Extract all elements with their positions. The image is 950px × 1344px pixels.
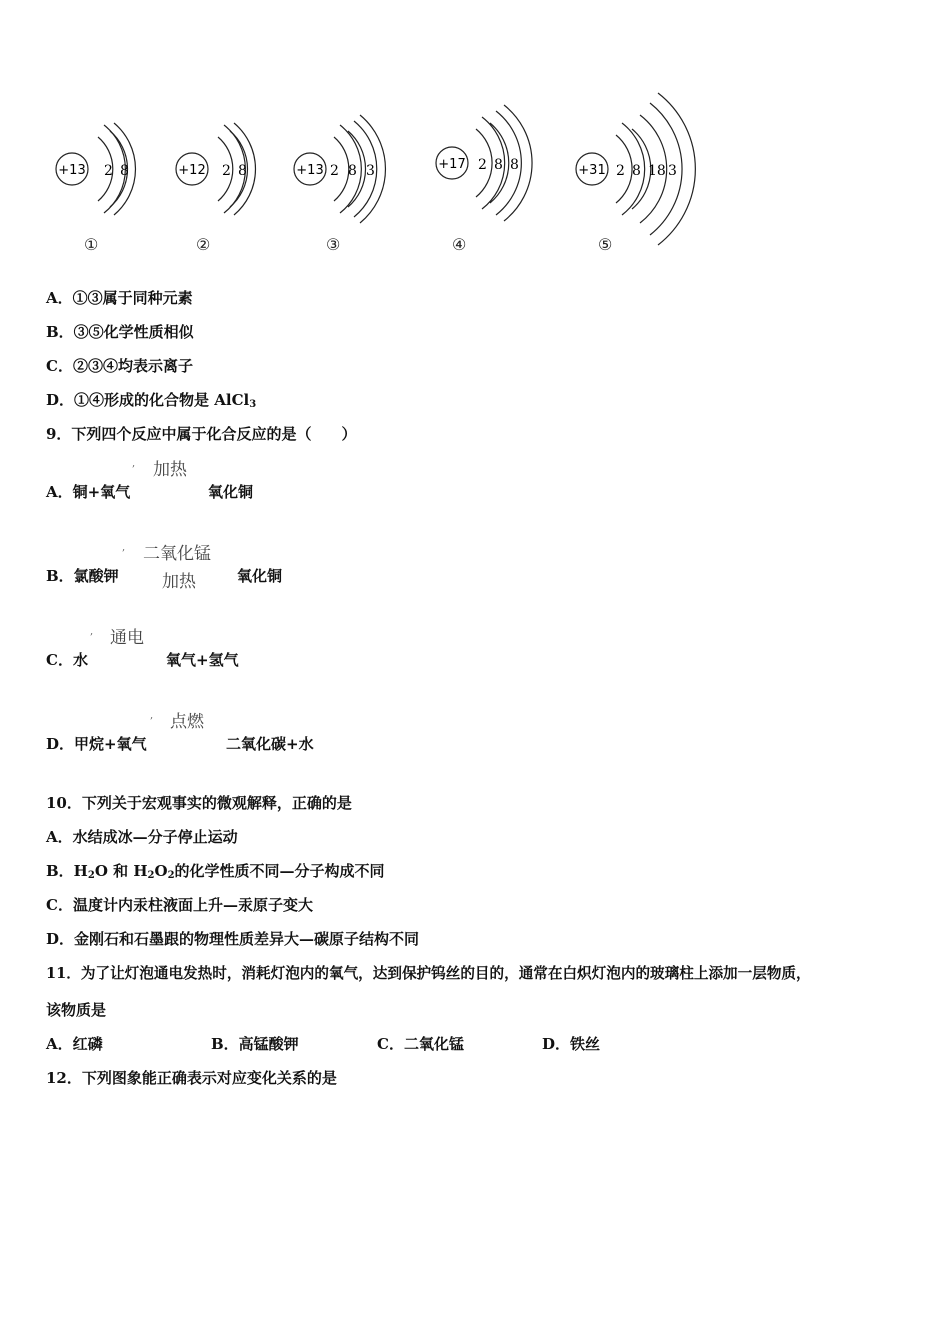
shell-electrons: 8	[510, 157, 519, 173]
q8-option-a: A．①③属于同种元素	[46, 289, 193, 307]
q9b-reactants: B．氯酸钾	[46, 567, 119, 585]
shell-electrons: 8	[494, 157, 503, 173]
shell-electrons: 8	[120, 163, 129, 179]
atom-diagram-3	[288, 95, 418, 219]
q9b-condition-bottom: 加热	[162, 572, 196, 592]
q8-option-c: C．②③④均表示离子	[46, 357, 193, 375]
q10-option-c: C．温度计内汞柱液面上升—汞原子变大	[46, 896, 313, 914]
shell-electrons: 8	[632, 163, 641, 179]
q9a-condition: 加热	[153, 460, 187, 480]
atom-label-4: ④	[452, 235, 467, 254]
atom-label-5: ⑤	[598, 235, 613, 254]
q10-option-b	[46, 860, 385, 881]
q11-option-c: C．二氧化锰	[377, 1035, 464, 1053]
atom-diagram-2	[170, 95, 290, 219]
atom-structure-2	[170, 95, 290, 215]
atom-label-1: ①	[84, 235, 99, 254]
atom-diagram-4	[430, 89, 560, 223]
q9d-products: 二氧化碳+水	[226, 735, 314, 753]
reaction-tick: ,	[132, 458, 136, 469]
shell-electrons: 3	[366, 163, 375, 179]
shell-electrons: 18	[648, 163, 666, 179]
q11-options	[46, 1033, 601, 1054]
nucleus-charge: +12	[178, 163, 206, 178]
q9-stem: 9．下列四个反应中属于化合反应的是（ ）	[46, 425, 357, 443]
shell-electrons: 2	[104, 163, 113, 179]
nucleus-charge: +13	[296, 163, 324, 178]
subscript: 3	[249, 399, 257, 410]
atom-label-3: ③	[326, 235, 341, 254]
reaction-tick: ,	[90, 626, 94, 637]
q9a-reactants: A．铜+氧气	[46, 483, 131, 501]
text: O	[154, 862, 168, 880]
q9-option-c	[46, 649, 239, 670]
nucleus-charge: +31	[578, 163, 606, 178]
q10-option-a: A．水结成冰—分子停止运动	[46, 828, 238, 846]
q8-option-d	[46, 389, 256, 410]
nucleus-charge: +13	[58, 163, 86, 178]
atom-structure-3	[288, 95, 418, 215]
q9d-reactants: D．甲烷+氧气	[46, 735, 147, 753]
q9c-condition: 通电	[110, 628, 144, 648]
shell-electrons: 2	[478, 157, 487, 173]
q9b-condition-top: 二氧化锰	[143, 544, 211, 564]
q11-option-a: A．红磷	[46, 1035, 103, 1053]
reaction-tick: ,	[150, 710, 154, 721]
q9b-products: 氧化铜	[237, 567, 283, 585]
atom-structure-5	[570, 85, 720, 245]
text: B．H	[46, 862, 88, 880]
shell-electrons: 2	[616, 163, 625, 179]
text: 的化学性质不同—分子构成不同	[174, 862, 385, 880]
q9-option-a	[46, 481, 254, 502]
atom-structure-1	[50, 95, 170, 215]
q10-stem: 10．下列关于宏观事实的微观解释，正确的是	[46, 794, 352, 812]
q11-option-b: B．高锰酸钾	[211, 1035, 299, 1053]
q8-option-b: B．③⑤化学性质相似	[46, 323, 194, 341]
subscript: 2	[147, 870, 155, 881]
q9d-condition: 点燃	[170, 712, 204, 732]
atom-diagram-1	[50, 95, 170, 219]
atom-label-2: ②	[196, 235, 211, 254]
text: O 和 H	[94, 862, 148, 880]
q9-option-d	[46, 733, 314, 754]
atom-structure-4	[430, 89, 560, 219]
q9c-products: 氧气+氢气	[166, 651, 239, 669]
q9a-products: 氧化铜	[208, 483, 254, 501]
q11-option-d: D．铁丝	[542, 1035, 601, 1053]
shell-electrons: 8	[238, 163, 247, 179]
q12-stem: 12．下列图象能正确表示对应变化关系的是	[46, 1069, 337, 1087]
q8-option-d-text: D．①④形成的化合物是 AlCl	[46, 391, 250, 409]
subscript: 2	[167, 870, 175, 881]
shell-electrons: 2	[330, 163, 339, 179]
q9c-reactants: C．水	[46, 651, 88, 669]
subscript: 2	[87, 870, 95, 881]
nucleus-charge: +17	[438, 157, 466, 172]
q11-stem-line1: 11．为了让灯泡通电发热时，消耗灯泡内的氧气，达到保护钨丝的目的，通常在白炽灯泡内的玻璃柱上添加一层物质，	[46, 965, 811, 982]
atom-diagram-5	[570, 85, 720, 249]
shell-electrons: 2	[222, 163, 231, 179]
reaction-tick: ,	[122, 542, 126, 553]
q11-stem-line2: 该物质是	[46, 1001, 107, 1019]
q10-option-d: D．金刚石和石墨跟的物理性质差异大—碳原子结构不同	[46, 930, 420, 948]
atom-diagram-row	[40, 95, 760, 265]
shell-electrons: 8	[348, 163, 357, 179]
shell-electrons: 3	[668, 163, 677, 179]
